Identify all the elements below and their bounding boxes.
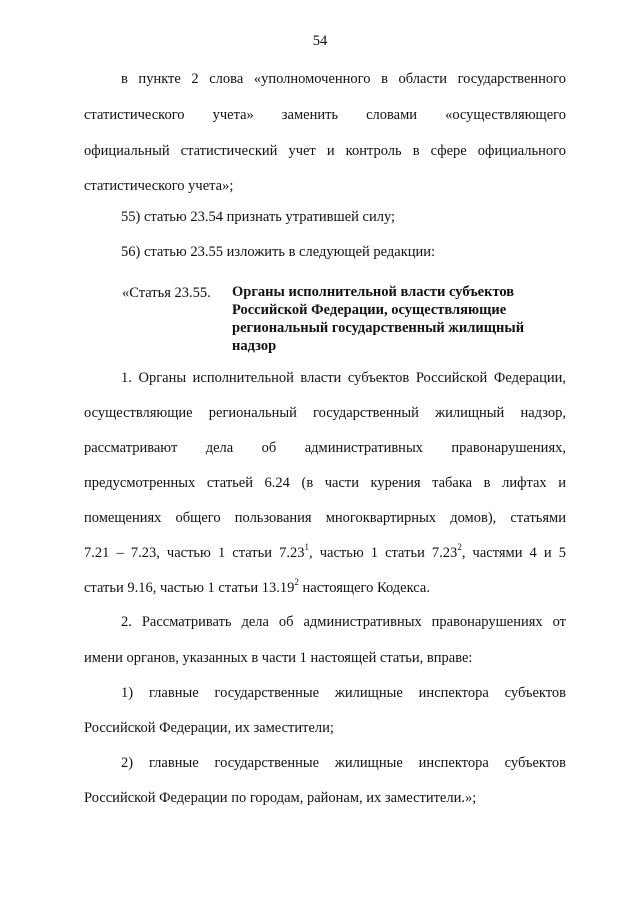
text-line: статистического учета» заменить словами «осуществляющего bbox=[84, 107, 566, 123]
text-line: 1) главные государственные жилищные инспектора субъектов bbox=[121, 685, 566, 701]
page-number: 54 bbox=[312, 33, 328, 49]
text-line: предусмотренных статьей 6.24 (в части курения табака в лифтах и bbox=[84, 475, 566, 491]
article-title-line: Органы исполнительной власти субъектов bbox=[232, 284, 515, 300]
text-line: в пункте 2 слова «уполномоченного в области государственного bbox=[121, 71, 566, 87]
text-line: Российской Федерации по городам, районам, их заместители.»; bbox=[84, 790, 477, 806]
text-line-with-superscripts: 7.21 – 7.23, частью 1 статьи 7.23$^1$, частью 1 статьи 7.23$^2$, частями 4 и 5 bbox=[84, 542, 566, 561]
text-line: помещениях общего пользования многоквартирных домов), статьями bbox=[84, 510, 566, 526]
article-title-line: Российской Федерации, осуществляющие bbox=[232, 302, 507, 318]
text-line: имени органов, указанных в части 1 настоящей статьи, вправе: bbox=[84, 650, 473, 666]
text-line: 55) статью 23.54 признать утратившей силу; bbox=[121, 209, 396, 225]
text-line: рассматривают дела об административных правонарушениях, bbox=[84, 440, 566, 456]
text-line: 2) главные государственные жилищные инспектора субъектов bbox=[121, 755, 566, 771]
text-line: 1. Органы исполнительной власти субъектов Российской Федерации, bbox=[121, 370, 566, 386]
text-line: осуществляющие региональный государственный жилищный надзор, bbox=[84, 405, 566, 421]
text-line: 56) статью 23.55 изложить в следующей редакции: bbox=[121, 244, 436, 260]
text-line: официальный статистический учет и контроль в сфере официального bbox=[84, 143, 566, 159]
article-title bbox=[232, 283, 552, 355]
article-title-line: региональный государственный жилищный bbox=[232, 320, 525, 336]
article-number: «Статья 23.55. bbox=[122, 285, 211, 301]
text-line: Российской Федерации, их заместители; bbox=[84, 720, 334, 736]
article-title-line: надзор bbox=[232, 338, 277, 354]
text-line: 2. Рассматривать дела об административных правонарушениях от bbox=[121, 614, 566, 630]
text-line: статистического учета»; bbox=[84, 178, 234, 194]
text-line-with-superscripts: статьи 9.16, частью 1 статьи 13.19$^2$ настоящего Кодекса. bbox=[84, 577, 430, 596]
